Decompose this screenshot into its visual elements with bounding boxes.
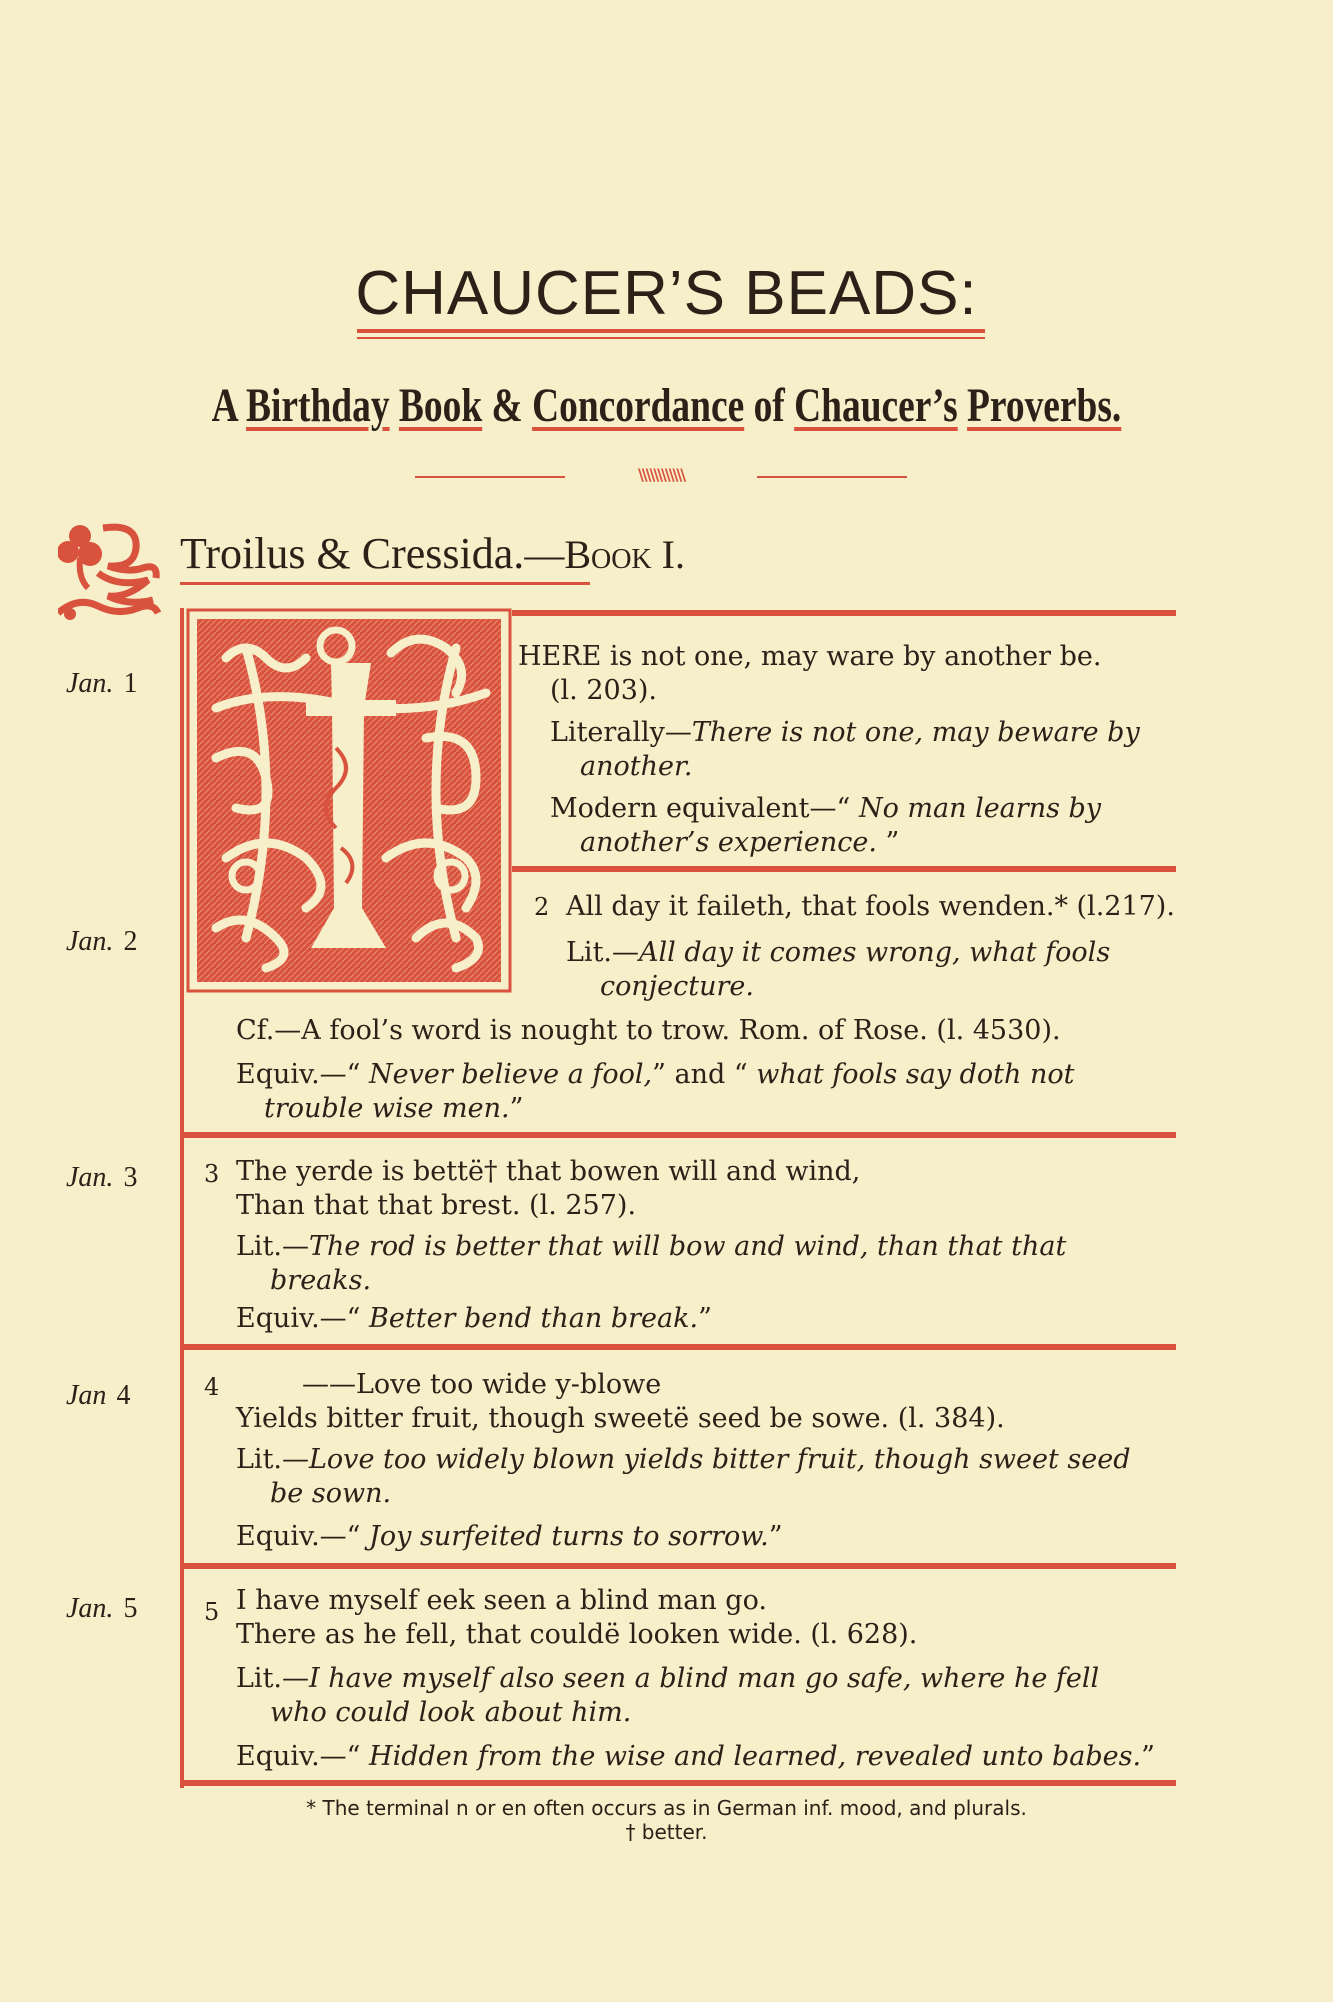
entry-4-number: 4 xyxy=(204,1373,220,1401)
entry-4-equivalent xyxy=(236,1520,783,1553)
equiv-close: ” xyxy=(768,1521,783,1552)
entry-1-literal-cont: another. xyxy=(580,751,693,782)
date-jan-1 xyxy=(66,668,137,700)
entry-1-equivalent xyxy=(550,792,1101,825)
entry-1-equivalent-cont xyxy=(580,826,899,859)
date-day: 3 xyxy=(123,1162,138,1193)
fleuron-icon xyxy=(58,518,163,628)
date-jan-2 xyxy=(66,926,137,958)
entry-1-line1: HERE is not one, may ware by another be. xyxy=(518,641,1102,672)
subtitle xyxy=(147,378,1187,433)
equiv-prefix: Equiv.—“ xyxy=(236,1303,361,1334)
lit-text: All day it comes wrong, what fools xyxy=(639,937,1111,968)
entry-3-line2: Than that that brest. (l. 257). xyxy=(236,1190,637,1221)
equiv-prefix: Equiv.—“ xyxy=(236,1521,361,1552)
subtitle-concordance: Concordance xyxy=(532,379,745,432)
footnote-terminal: * The terminal n or en often occurs as in German inf. mood, and plurals. xyxy=(306,1796,1027,1820)
box-left-border xyxy=(180,608,184,1788)
lit-text: I have myself also seen a blind man go safe, where he fell xyxy=(309,1663,1100,1694)
equiv-prefix: Equiv.—“ xyxy=(236,1059,361,1090)
rule-after-jan2 xyxy=(184,1132,1176,1138)
equiv-text-2: what fools say doth not xyxy=(756,1059,1075,1090)
equiv-mid: ” and “ xyxy=(652,1059,748,1090)
lit-prefix: Lit.— xyxy=(236,1231,309,1262)
entry-4-literal xyxy=(236,1443,1131,1476)
entry-2-line1: All day it faileth, that fools wenden.* (l.217). xyxy=(566,891,1175,922)
equiv-text-2: another’s experience. xyxy=(580,827,877,858)
date-day: 1 xyxy=(123,668,138,699)
entry-4-line1: ——Love too wide y-blowe xyxy=(302,1369,662,1400)
footnote-better: † better. xyxy=(625,1820,708,1844)
entry-3-equivalent xyxy=(236,1302,712,1335)
section-rule xyxy=(180,582,590,585)
entry-2-literal-cont: conjecture. xyxy=(600,971,754,1002)
entry-3-literal xyxy=(236,1230,1066,1263)
equiv-text: No man learns by xyxy=(858,793,1102,824)
entry-2-literal xyxy=(566,936,1110,969)
date-day: 2 xyxy=(123,926,138,957)
entry-1-literal xyxy=(550,716,1140,749)
subtitle-of: of xyxy=(753,379,785,432)
subtitle-book: Book xyxy=(398,379,483,432)
section-heading xyxy=(180,528,685,579)
lit-prefix: Lit.— xyxy=(566,937,639,968)
date-label: Jan. xyxy=(66,668,114,699)
section-name: Troilus & Cressida. xyxy=(180,529,525,578)
rule-bottom xyxy=(180,1780,1176,1786)
subtitle-proverbs: Proverbs. xyxy=(967,379,1122,432)
equiv-close: ” xyxy=(885,827,900,858)
page-title: CHAUCER’S BEADS: xyxy=(355,259,978,328)
date-label: Jan. xyxy=(66,1593,114,1624)
entry-4-literal-cont: be sown. xyxy=(270,1478,392,1509)
lit-prefix: Literally— xyxy=(550,717,692,748)
rule-after-jan3 xyxy=(184,1344,1176,1350)
equiv-text: Better bend than break. xyxy=(369,1303,699,1334)
equiv-prefix: Equiv.—“ xyxy=(236,1741,361,1772)
entry-2-equivalent xyxy=(236,1058,1075,1091)
lit-text: Love too widely blown yields bitter fruit, though sweet seed xyxy=(309,1444,1131,1475)
title-rule xyxy=(357,329,985,333)
entry-4-line2: Yields bitter fruit, though sweetë seed be sowe. (l. 384). xyxy=(236,1403,1005,1434)
entry-2-cf: Cf.—A fool’s word is nought to trow. Rom. of Rose. (l. 4530). xyxy=(236,1015,1061,1046)
subtitle-amp: & xyxy=(491,379,523,432)
date-jan-4 xyxy=(66,1380,130,1412)
date-day: 5 xyxy=(123,1593,138,1624)
equiv-text: Joy surfeited turns to sorrow. xyxy=(369,1521,769,1552)
title-rule-thin xyxy=(357,337,985,339)
entry-2-number: 2 xyxy=(534,893,550,921)
rule-after-jan4 xyxy=(184,1563,1176,1569)
date-label: Jan. xyxy=(66,1162,114,1193)
equiv-close: ” xyxy=(1141,1741,1155,1772)
lit-text: The rod is better that will bow and wind, than that that xyxy=(309,1231,1067,1262)
divider-ornament: \\\\\\\\\\\\ xyxy=(637,465,685,484)
equiv-text-3: trouble wise men. xyxy=(264,1093,510,1124)
equiv-text: Never believe a fool, xyxy=(369,1059,653,1090)
subtitle-chaucers: Chaucer’s xyxy=(794,379,958,432)
lit-text: There is not one, may beware by xyxy=(691,717,1140,748)
subtitle-prefix: A xyxy=(211,379,237,432)
entry-2-equivalent-cont xyxy=(264,1092,523,1125)
equiv-prefix: Modern equivalent—“ xyxy=(550,793,851,824)
footnotes xyxy=(0,1796,1333,1844)
date-jan-5 xyxy=(66,1593,137,1625)
subtitle-birthday: Birthday xyxy=(246,379,390,432)
entry-5-line1: I have myself eek seen a blind man go. xyxy=(236,1585,767,1616)
entry-3-literal-cont: breaks. xyxy=(270,1265,372,1296)
decorated-initial-t xyxy=(186,608,512,993)
entry-3-number: 3 xyxy=(204,1160,220,1188)
lit-prefix: Lit.— xyxy=(236,1444,309,1475)
equiv-text: Hidden from the wise and learned, revealed unto babes. xyxy=(369,1741,1142,1772)
ornamental-divider xyxy=(415,465,907,489)
date-label: Jan xyxy=(66,1380,107,1411)
lit-prefix: Lit.— xyxy=(236,1663,309,1694)
entry-5-number: 5 xyxy=(204,1598,220,1626)
date-day: 4 xyxy=(116,1380,131,1411)
date-jan-3 xyxy=(66,1162,137,1194)
equiv-close: ” xyxy=(698,1303,712,1334)
rule-after-jan1 xyxy=(512,866,1176,872)
entry-3-line1: The yerde is bettë† that bowen will and wind, xyxy=(236,1156,861,1187)
section-book: —Book I. xyxy=(524,532,685,577)
entry-5-literal-cont: who could look about him. xyxy=(270,1697,632,1728)
date-label: Jan. xyxy=(66,926,114,957)
entry-1-line2: (l. 203). xyxy=(550,675,657,706)
equiv-close: ” xyxy=(509,1093,524,1124)
entry-5-line2: There as he fell, that couldë looken wide. (l. 628). xyxy=(236,1619,918,1650)
rule-top xyxy=(512,610,1176,616)
entry-5-literal xyxy=(236,1662,1099,1695)
entry-5-equivalent xyxy=(236,1740,1155,1773)
